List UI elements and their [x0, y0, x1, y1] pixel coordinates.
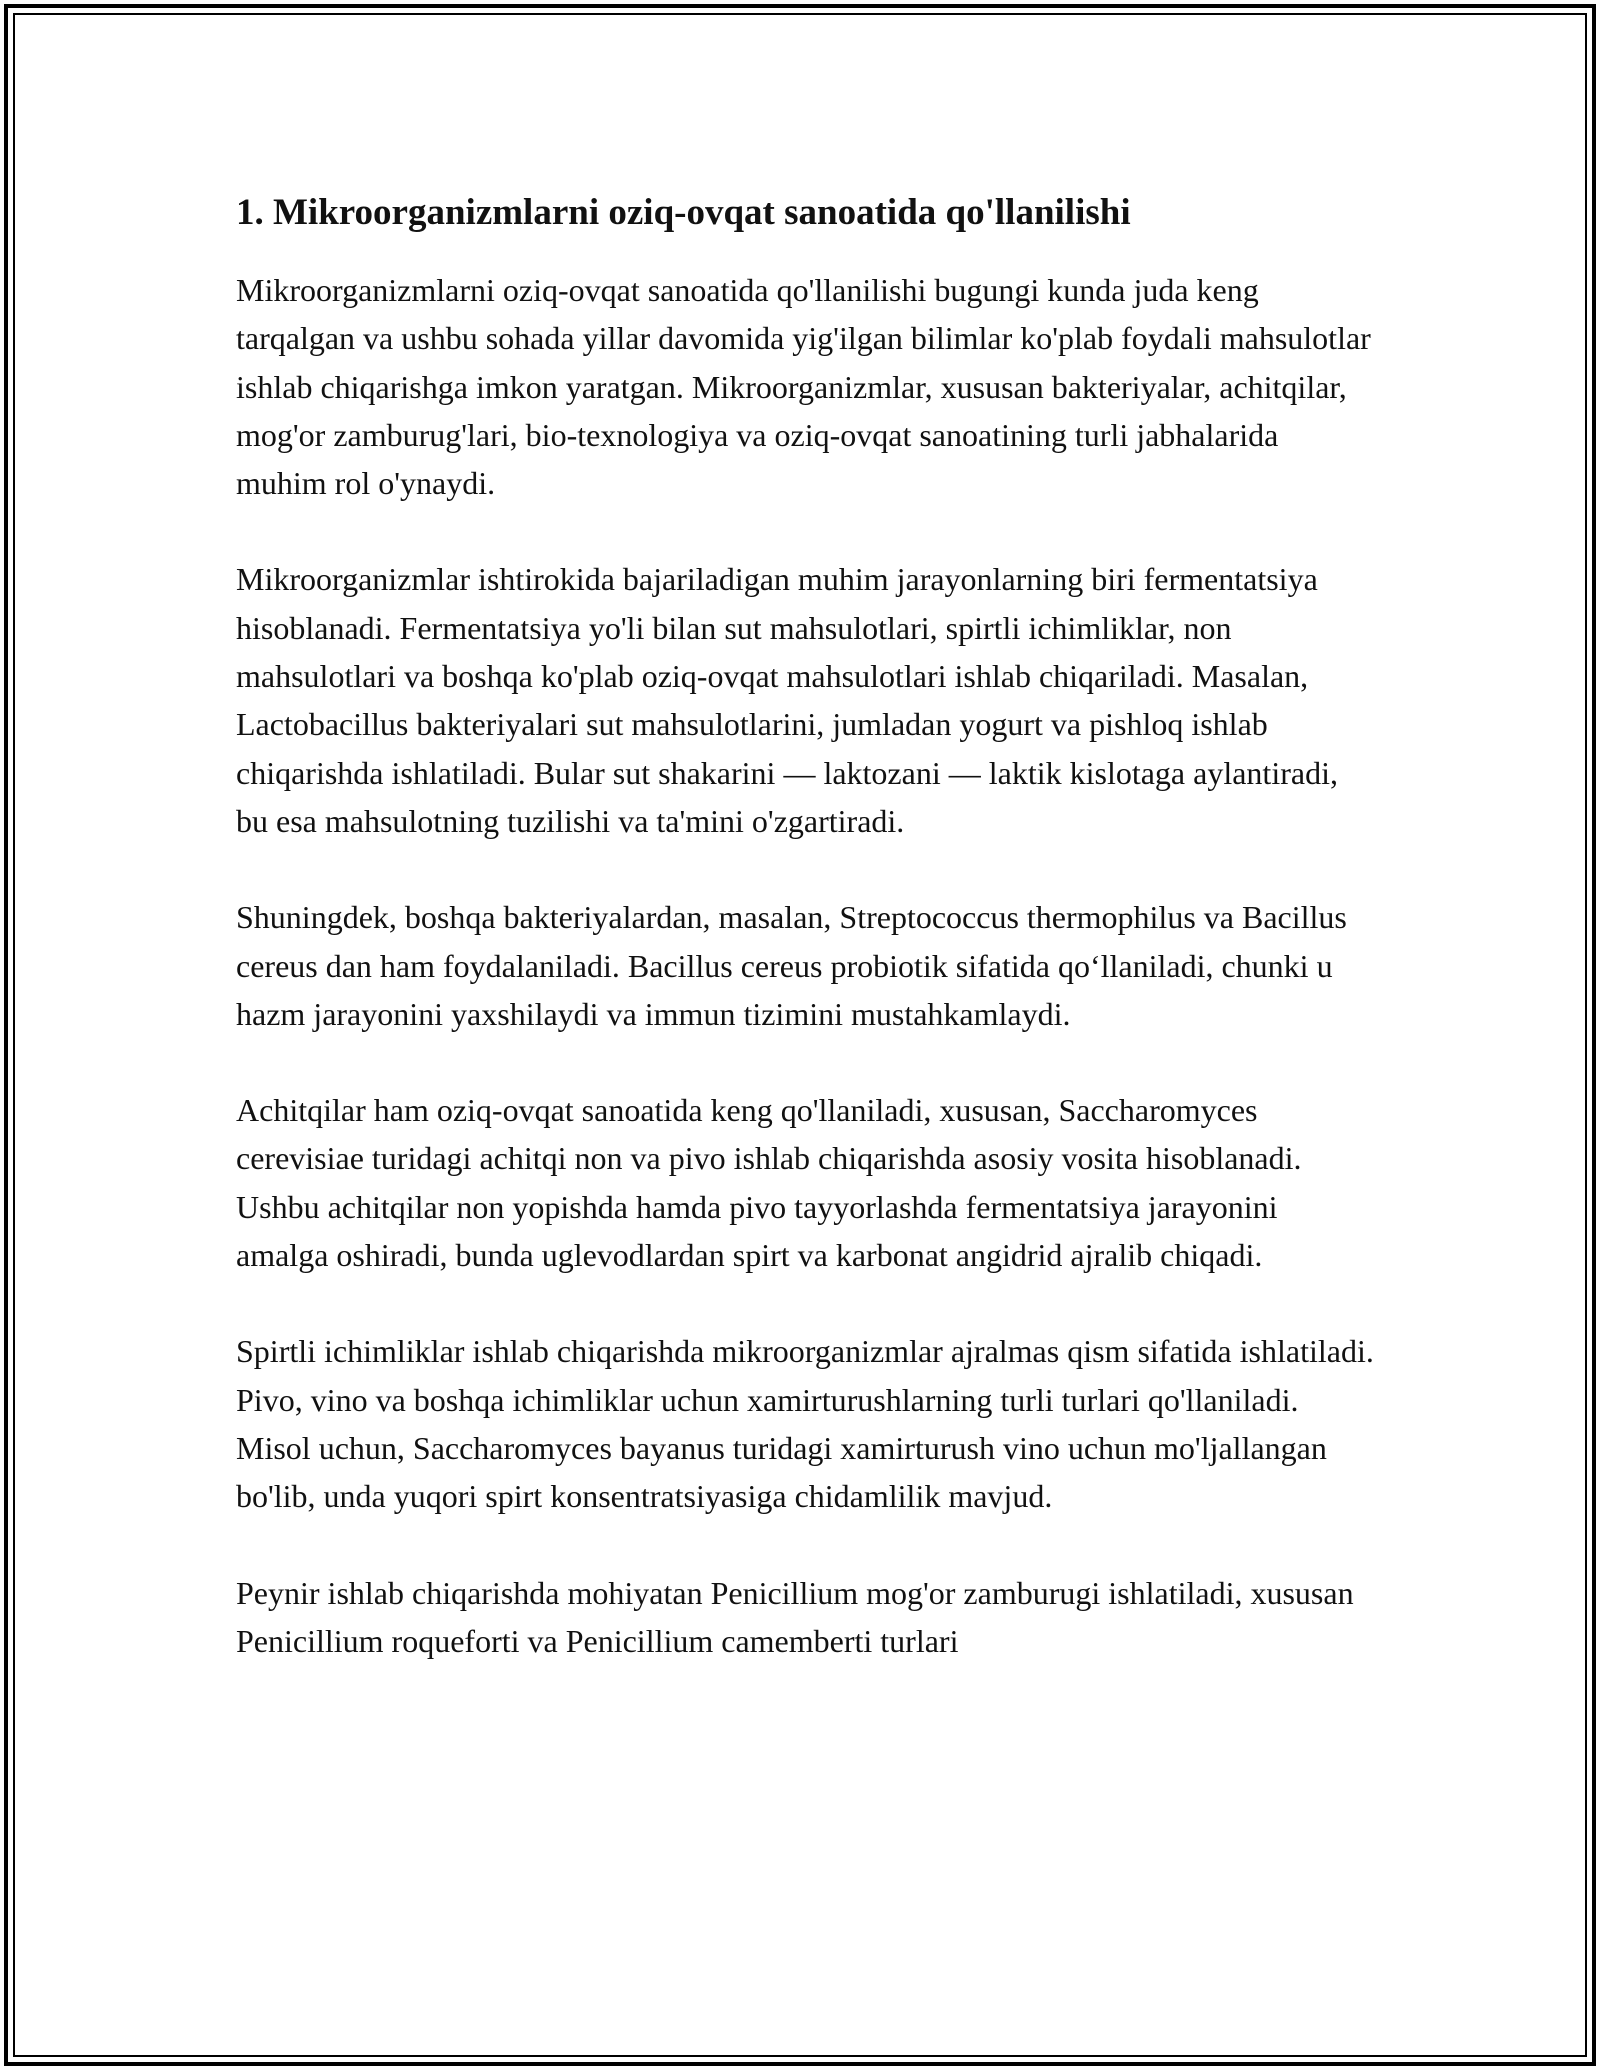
paragraph-bacteria: Shuningdek, boshqa bakteriyalardan, masalan, Streptococcus thermophilus va Bacillus cereus dan ham foydalaniladi. Bacillus cereus probiotik sifatida qo‘llaniladi, chunki u hazm jarayonini yaxshilaydi va immun tizimini mustahkamlaydi. — [236, 899, 1347, 1032]
paragraph-fermentation: Mikroorganizmlar ishtirokida bajariladigan muhim jarayonlarning biri fermentatsiya hisoblanadi. Fermentatsiya yo'li bilan sut mahsulotlari, spirtli ichimliklar, non mahsulotlari va boshqa ko'plab oziq-ovqat mahsulotlari ishlab chiqariladi. Masalan, Lactobacillus bakteriyalari sut mahsulotlarini, jumladan yogurt va pishloq ishlab chiqarishda ishlatiladi. Bular sut shakarini — laktozani — laktik kislotaga aylantiradi, bu esa mahsulotning tuzilishi va ta'mini o'zgartiradi. — [236, 561, 1338, 839]
paragraph-yeast: Achitqilar ham oziq-ovqat sanoatida keng qo'llaniladi, xususan, Saccharomyces cerevisiae turidagi achitqi non va pivo ishlab chiqarishda asosiy vosita hisoblanadi. Ushbu achitqilar non yopishda hamda pivo tayyorlashda fermentatsiya jarayonini amalga oshiradi, bunda uglevodlardan spirt va karbonat angidrid ajralib chiqadi. — [236, 1092, 1302, 1274]
document-body — [236, 186, 1376, 1713]
paragraph-intro: Mikroorganizmlarni oziq-ovqat sanoatida qo'llanilishi bugungi kunda juda keng tarqalgan va ushbu sohada yillar davomida yig'ilgan bilimlar ko'plab foydali mahsulotlar ishlab chiqarishga imkon yaratgan. Mikroorganizmlar, xususan bakteriyalar, achitqilar, mog'or zamburug'lari, bio-texnologiya va oziq-ovqat sanoatining turli jabhalarida muhim rol o'ynaydi. — [236, 272, 1371, 502]
paragraph-alcohol: Spirtli ichimliklar ishlab chiqarishda mikroorganizmlar ajralmas qism sifatida ishlatiladi. Pivo, vino va boshqa ichimliklar uchun xamirturushlarning turli turlari qo'llaniladi. Misol uchun, Saccharomyces bayanus turidagi xamirturush vino uchun mo'ljallangan bo'lib, unda yuqori spirt konsentratsiyasiga chidamlilik mavjud. — [236, 1333, 1374, 1515]
section-heading: 1. Mikroorganizmlarni oziq-ovqat sanoatida qo'llanilishi — [236, 192, 1131, 233]
paragraph-cheese: Peynir ishlab chiqarishda mohiyatan Penicillium mog'or zamburugi ishlatiladi, xususan Penicillium roqueforti va Penicillium camemberti turlari — [236, 1574, 1354, 1659]
